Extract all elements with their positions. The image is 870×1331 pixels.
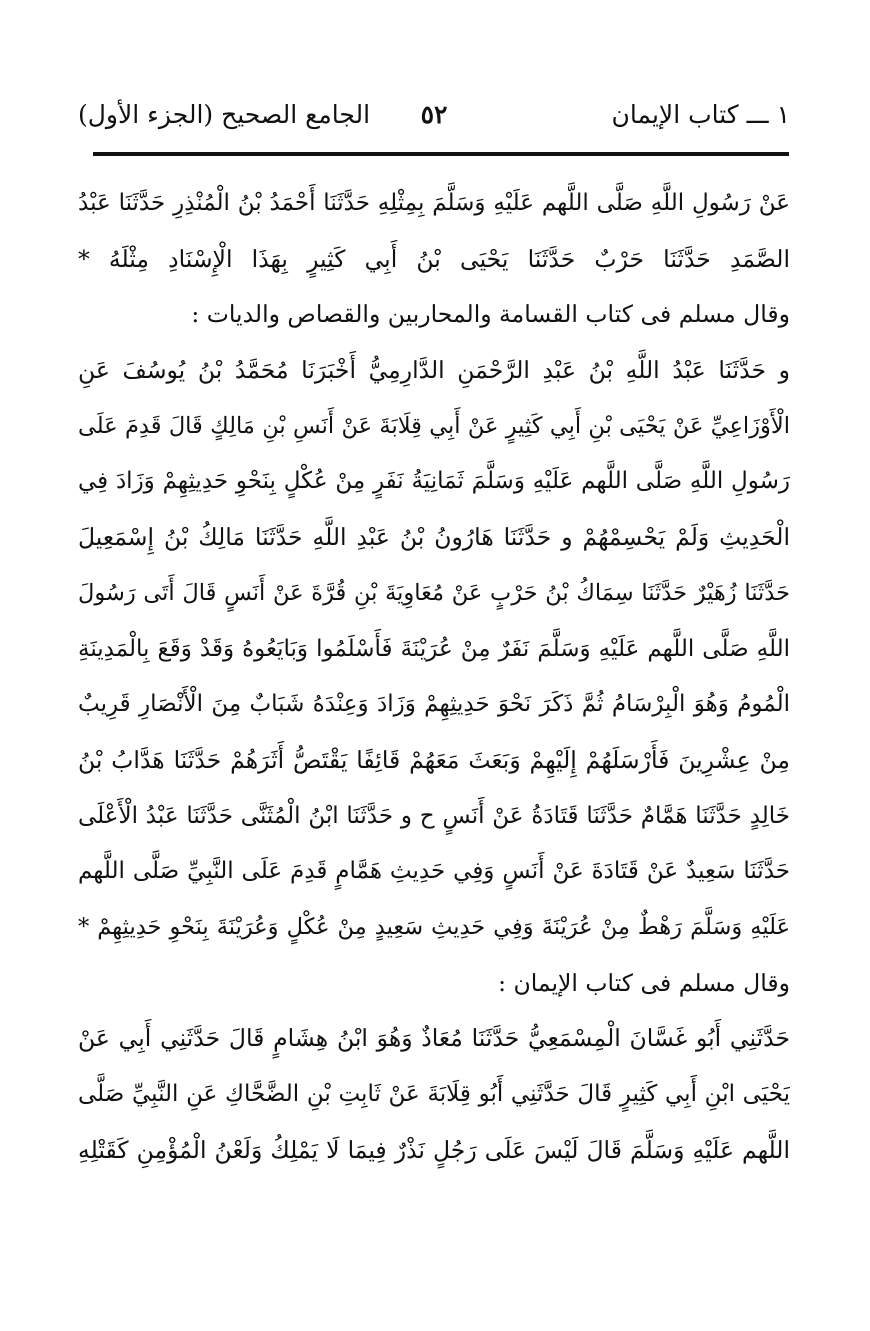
section-heading: وقال مسلم فى كتاب القسامة والمحاربين والقصاص والديات : <box>191 300 790 329</box>
text-line: خَالِدٍ حَدَّثَنَا هَمَّامٌ حَدَّثَنَا قَتَادَةُ عَنْ أَنَسٍ ح و حَدَّثَنَا ابْنُ الْمُثَنَّى حَدَّثَنَا عَبْدُ الْأَعْلَى <box>78 802 790 829</box>
text-line: رَسُولِ اللَّهِ صَلَّى اللَّهم عَلَيْهِ وَسَلَّمَ ثَمَانِيَةُ نَفَرٍ مِنْ عُكْلٍ بِنَحْوِ حَدِيثِهِمْ وَزَادَ فِي <box>78 468 790 495</box>
text-line: حَدَّثَنَا زُهَيْرٌ حَدَّثَنَا سِمَاكُ بْنُ حَرْبٍ عَنْ مُعَاوِيَةَ بْنِ قُرَّةَ عَنْ أَنَسٍ قَالَ أَتَى رَسُولَ <box>78 579 790 606</box>
text-line: و حَدَّثَنَا عَبْدُ اللَّهِ بْنُ عَبْدِ الرَّحْمَنِ الدَّارِمِيُّ أَخْبَرَنَا مُحَمَّدُ بْنُ يُوسُفَ عَنِ <box>78 356 790 385</box>
text-line: الصَّمَدِ حَدَّثَنَا حَرْبٌ حَدَّثَنَا يَحْيَى بْنُ أَبِي كَثِيرٍ بِهَذَا الْإِسْنَادِ مِثْلَهُ * <box>78 244 790 273</box>
text-line: الْأَوْزَاعِيِّ عَنْ يَحْيَى بْنِ أَبِي كَثِيرٍ عَنْ أَبِي قِلَابَةَ عَنْ أَنَسِ بْنِ مَالِكٍ قَالَ قَدِمَ عَلَى <box>78 412 790 439</box>
book-title: الجامع الصحيح (الجزء الأول) <box>78 100 371 129</box>
section-heading: وقال مسلم فى كتاب الإيمان : <box>498 968 790 997</box>
chapter-title: ١ ـــ كتاب الإيمان <box>611 100 790 129</box>
text-line: مِنْ عِشْرِينَ فَأَرْسَلَهُمْ إِلَيْهِمْ وَبَعَثَ مَعَهُمْ قَائِفًا يَقْتَصُّ أَثَرَهُمْ حَدَّثَنَا هَدَّابُ بْنُ <box>78 745 790 774</box>
text-line: الْمُومُ وَهُوَ الْبِرْسَامُ ثُمَّ ذَكَرَ نَحْوَ حَدِيثِهِمْ وَزَادَ وَعِنْدَهُ شَبَابٌ مِنَ الْأَنْصَارِ قَرِيبٌ <box>78 691 790 718</box>
text-line: يَحْيَى ابْنِ أَبِي كَثِيرٍ قَالَ حَدَّثَنِي أَبُو قِلَابَةَ عَنْ ثَابِتِ بْنِ الضَّحَّاكِ عَنِ النَّبِيِّ صَلَّى <box>78 1081 790 1107</box>
text-line: حَدَّثَنِي أَبُو غَسَّانَ الْمِسْمَعِيُّ حَدَّثَنَا مُعَاذٌ وَهُوَ ابْنُ هِشَامٍ قَالَ حَدَّثَنِي أَبِي عَنْ <box>78 1024 790 1053</box>
page-number: ٥٢ <box>420 100 448 129</box>
text-line: عَنْ رَسُولِ اللَّهِ صَلَّى اللَّهم عَلَيْهِ وَسَلَّمَ بِمِثْلِهِ حَدَّثَنَا أَحْمَدُ بْنُ الْمُنْذِرِ حَدَّثَنَا عَبْدُ <box>78 190 790 216</box>
running-header <box>78 95 790 135</box>
text-line: الْحَدِيثِ وَلَمْ يَحْسِمْهُمْ و حَدَّثَنَا هَارُونُ بْنُ عَبْدِ اللَّهِ حَدَّثَنَا مَالِكُ بْنُ إِسْمَعِيلَ <box>78 523 790 552</box>
hadith-text-block <box>78 176 790 1178</box>
header-rule <box>93 152 789 156</box>
text-line: اللَّهم عَلَيْهِ وَسَلَّمَ قَالَ لَيْسَ عَلَى رَجُلٍ نَذْرٌ فِيمَا لَا يَمْلِكُ وَلَعْنُ الْمُؤْمِنِ كَقَتْلِهِ <box>78 1135 790 1164</box>
text-line: عَلَيْهِ وَسَلَّمَ رَهْطٌ مِنْ عُرَيْنَةَ وَفِي حَدِيثِ سَعِيدٍ مِنْ عُكْلٍ وَعُرَيْنَةَ بِنَحْوِ حَدِيثِهِمْ * <box>78 913 790 940</box>
text-line: حَدَّثَنَا سَعِيدٌ عَنْ قَتَادَةَ عَنْ أَنَسٍ وَفِي حَدِيثِ هَمَّامٍ قَدِمَ عَلَى النَّبِيِّ صَلَّى اللَّهم <box>78 858 790 885</box>
text-line: اللَّهِ صَلَّى اللَّهم عَلَيْهِ وَسَلَّمَ نَفَرٌ مِنْ عُرَيْنَةَ فَأَسْلَمُوا وَبَايَعُوهُ وَقَدْ وَقَعَ بِالْمَدِينَةِ <box>78 635 790 662</box>
